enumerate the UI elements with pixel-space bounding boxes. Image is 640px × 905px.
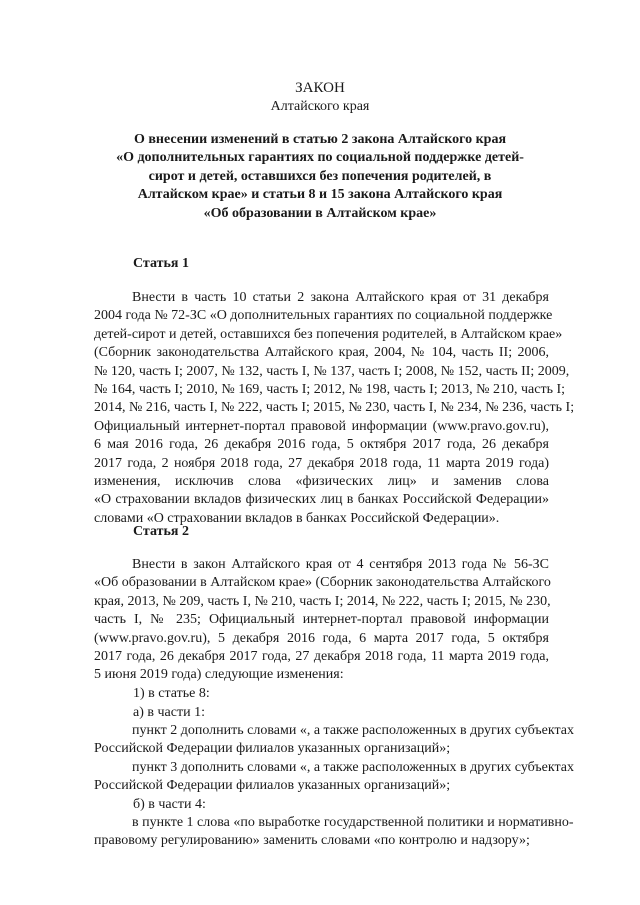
law-heading — [95, 131, 545, 223]
text-line: пункт 3 дополнить словами «, а также расположенных в других субъектах — [132, 760, 574, 775]
text-line: 6 мая 2016 года, 26 декабря 2016 года, 5 октября 2017 года, 26 декабря — [94, 437, 549, 453]
heading-line: «Об образовании в Алтайском крае» — [203, 205, 437, 221]
heading-line: О внесении изменений в статью 2 закона Алтайского края — [133, 132, 507, 147]
list-item-1a: а) в части 1: — [133, 705, 205, 720]
text-line: (Сборник законодательства Алтайского края, 2004, № 104, часть II; 2006, — [94, 345, 549, 361]
text-line: Внести в часть 10 статьи 2 закона Алтайского края от 31 декабря — [132, 290, 549, 305]
article-2-title: Статья 2 — [133, 524, 189, 539]
text-line: № 164, часть I; 2010, № 169, часть I; 2012, № 198, часть I; 2013, № 210, часть I; — [94, 382, 566, 398]
text-line: пункт 2 дополнить словами «, а также расположенных в других субъектах — [132, 723, 574, 738]
text-line: в пункте 1 слова «по выработке государственной политики и нормативно- — [132, 815, 574, 830]
text-line: № 120, часть I; 2007, № 132, часть I, № 137, часть I; 2008, № 152, часть II; 2009, — [94, 363, 570, 379]
text-line: Российской Федерации филиалов указанных организаций»; — [94, 741, 451, 757]
text-line: (www.pravo.gov.ru), 5 декабря 2016 года, 6 марта 2017 года, 5 октября — [94, 630, 549, 646]
text-line: 2017 года, 2 ноября 2018 года, 27 декабря 2018 года, 11 марта 2019 года) — [94, 455, 549, 471]
text-line: края, 2013, № 209, часть I, № 210, часть I; 2014, № 222, часть I; 2015, № 230, — [94, 593, 551, 609]
law-title: ЗАКОН — [295, 80, 345, 96]
text-line: 5 июня 2019 года) следующие изменения: — [94, 667, 344, 683]
text-line: Официальный интернет-портал правовой информации (www.pravo.gov.ru), — [94, 418, 549, 434]
text-line: изменения, исключив слова «физических лиц» и заменив слова — [94, 474, 549, 490]
text-line: 2017 года, 26 декабря 2017 года, 27 декабря 2018 года, 11 марта 2019 года, — [94, 649, 549, 665]
list-item-1: 1) в статье 8: — [133, 686, 210, 701]
text-line: Внести в закон Алтайского края от 4 сентября 2013 года № 56-ЗС — [132, 557, 549, 572]
list-item-1b: б) в части 4: — [133, 797, 206, 812]
article-1-body — [94, 289, 575, 528]
point-4-paragraph — [94, 814, 574, 851]
text-line: словами «О страховании вкладов в банках Российской Федерации». — [94, 510, 500, 526]
heading-line: «О дополнительных гарантиях по социальной поддержке детей- — [116, 150, 524, 166]
heading-line: сирот и детей, оставшихся без попечения родителей, в — [148, 168, 492, 184]
text-line: Российской Федерации филиалов указанных организаций»; — [94, 778, 451, 794]
text-line: правовому регулированию» заменить словами «по контролю и надзору»; — [94, 833, 530, 849]
text-line: 2014, № 216, часть I, № 222, часть I; 2015, № 230, часть I, № 234, № 236, часть I; — [94, 400, 575, 416]
text-line: «Об образовании в Алтайском крае» (Сборник законодательства Алтайского — [94, 575, 551, 591]
text-line: детей-сирот и детей, оставшихся без попечения родителей, в Алтайском крае» — [94, 326, 563, 342]
article-2-body — [94, 556, 549, 685]
text-line: часть I, № 235; Официальный интернет-портал правовой информации — [94, 612, 549, 628]
point-2-paragraph — [94, 722, 574, 759]
heading-line: Алтайском крае» и статьи 8 и 15 закона Алтайского края — [137, 187, 503, 203]
text-line: 2004 года № 72-ЗС «О дополнительных гарантиях по социальной поддержке — [94, 308, 553, 324]
law-subtitle: Алтайского края — [270, 99, 370, 114]
article-1-title: Статья 1 — [133, 256, 189, 271]
text-line: «О страховании вкладов физических лиц в банках Российской Федерации» — [94, 492, 549, 508]
point-3-paragraph — [94, 759, 574, 796]
